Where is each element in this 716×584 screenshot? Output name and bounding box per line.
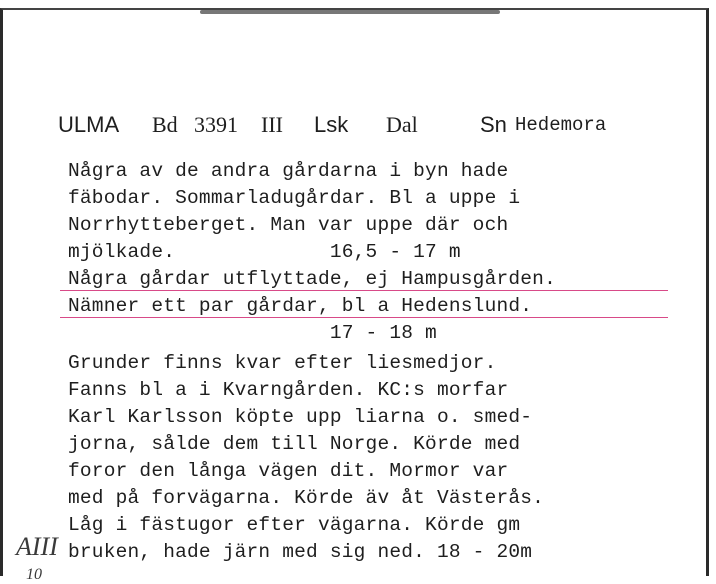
roman-numeral: III	[261, 112, 283, 137]
record-number: 3391	[194, 112, 238, 137]
bd-label: Bd	[152, 112, 178, 137]
card-header	[58, 112, 658, 148]
province: Dal	[386, 112, 418, 137]
text-line: foror den långa vägen dit. Mormor var	[68, 460, 509, 482]
text-line: fäbodar. Sommarladugårdar. Bl a uppe i	[68, 187, 521, 209]
text-line: mjölkade. 16,5 - 17 m	[68, 241, 461, 263]
margin-handwritten-mark: AIII	[16, 532, 58, 561]
text-line: jorna, sålde dem till Norge. Körde med	[68, 433, 521, 455]
text-line: Norrhytteberget. Man var uppe där och	[68, 214, 509, 236]
typed-text-block	[68, 158, 668, 566]
text-line-underlined: Några gårdar utflyttade, ej Hampusgården.	[68, 266, 668, 293]
text-line: med på forvägarna. Körde äv åt Västerås.	[68, 487, 545, 509]
lsk-label: Lsk	[314, 112, 349, 137]
text-line: Grunder finns kvar efter liesmedjor.	[68, 352, 497, 374]
text-line: Fanns bl a i Kvarngården. KC:s morfar	[68, 379, 509, 401]
text-line: Några av de andra gårdarna i byn hade	[68, 160, 509, 182]
margin-handwritten-sub: 10	[26, 566, 42, 583]
text-line: 17 - 18 m	[68, 322, 437, 344]
text-line: bruken, hade järn med sig ned. 18 - 20m	[68, 541, 533, 563]
text-line: Låg i fästugor efter vägarna. Körde gm	[68, 514, 521, 536]
text-line-underlined: Nämner ett par gårdar, bl a Hedenslund.	[68, 293, 668, 320]
top-smudge	[200, 10, 500, 14]
sn-label: Sn	[480, 112, 507, 137]
archive-code: ULMA	[58, 112, 120, 137]
parish-name: Hedemora	[515, 114, 607, 136]
text-line: Karl Karlsson köpte upp liarna o. smed-	[68, 406, 533, 428]
